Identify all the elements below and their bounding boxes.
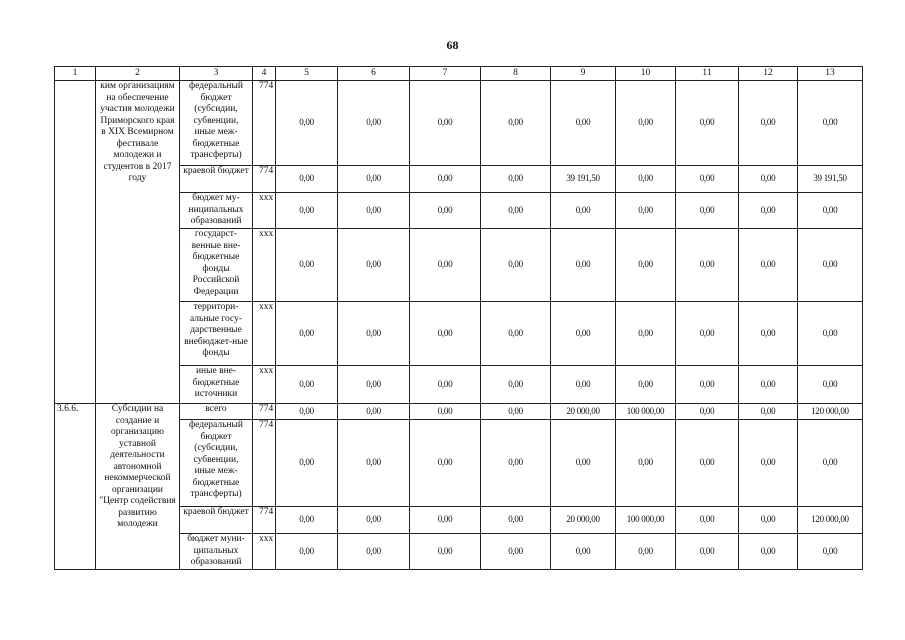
amount-cell: 0,00	[276, 81, 338, 166]
amount-cell: 0,00	[739, 366, 798, 404]
amount-cell: 0,00	[410, 81, 481, 166]
amount-cell: 0,00	[676, 229, 739, 302]
amount-cell: 0,00	[616, 229, 676, 302]
amount-cell: 0,00	[276, 404, 338, 420]
header-cell: 1	[55, 67, 96, 81]
amount-cell: 0,00	[338, 229, 410, 302]
amount-cell: 0,00	[481, 507, 551, 534]
amount-cell: 0,00	[410, 229, 481, 302]
amount-cell: 0,00	[481, 229, 551, 302]
amount-cell: 0,00	[338, 507, 410, 534]
amount-cell: 39 191,50	[798, 166, 863, 193]
amount-cell: 0,00	[676, 507, 739, 534]
budget-code-cell: ххх	[253, 229, 276, 302]
amount-cell: 39 191,50	[551, 166, 616, 193]
header-cell: 4	[253, 67, 276, 81]
amount-cell: 0,00	[276, 229, 338, 302]
amount-cell: 0,00	[410, 404, 481, 420]
amount-cell: 0,00	[676, 366, 739, 404]
funding-source-cell: бюджет му-ниципальных образований	[180, 193, 253, 229]
amount-cell: 0,00	[481, 193, 551, 229]
amount-cell: 120 000,00	[798, 404, 863, 420]
amount-cell: 0,00	[481, 166, 551, 193]
amount-cell: 0,00	[676, 81, 739, 166]
budget-code-cell: ххх	[253, 193, 276, 229]
amount-cell: 0,00	[481, 404, 551, 420]
amount-cell: 0,00	[798, 534, 863, 570]
amount-cell: 0,00	[338, 420, 410, 507]
amount-cell: 0,00	[616, 366, 676, 404]
amount-cell: 20 000,00	[551, 507, 616, 534]
amount-cell: 0,00	[739, 302, 798, 366]
amount-cell: 0,00	[338, 302, 410, 366]
funding-source-cell: иные вне-бюджетные источники	[180, 366, 253, 404]
amount-cell: 0,00	[410, 193, 481, 229]
amount-cell: 0,00	[676, 302, 739, 366]
funding-source-cell: всего	[180, 404, 253, 420]
amount-cell: 0,00	[276, 166, 338, 193]
budget-code-cell: 774	[253, 404, 276, 420]
funding-source-cell: бюджет муни-ципальных образований	[180, 534, 253, 570]
table-row	[55, 81, 863, 166]
amount-cell: 0,00	[616, 81, 676, 166]
header-cell: 5	[276, 67, 338, 81]
amount-cell: 0,00	[551, 302, 616, 366]
amount-cell: 0,00	[481, 81, 551, 166]
amount-cell: 0,00	[616, 166, 676, 193]
amount-cell: 0,00	[338, 81, 410, 166]
amount-cell: 0,00	[410, 507, 481, 534]
funding-source-cell: федеральный бюджет (субсидии, субвенции, иные меж-бюджетные трансферты)	[180, 420, 253, 507]
funding-source-cell: территори-альные госу-дарственные внебюджет-ные фонды	[180, 302, 253, 366]
amount-cell: 0,00	[338, 404, 410, 420]
amount-cell: 0,00	[739, 404, 798, 420]
amount-cell: 120 000,00	[798, 507, 863, 534]
item-description-cell: Субсидии на создание и организацию уставной деятельности автономной некоммерческой организации "Центр содействия развитию молодежи	[96, 404, 180, 570]
amount-cell: 0,00	[798, 229, 863, 302]
amount-cell: 0,00	[739, 229, 798, 302]
page-number: 68	[446, 38, 459, 52]
amount-cell: 0,00	[338, 534, 410, 570]
table-row	[55, 404, 863, 420]
amount-cell: 0,00	[410, 534, 481, 570]
amount-cell: 0,00	[739, 420, 798, 507]
amount-cell: 0,00	[481, 302, 551, 366]
budget-code-cell: 774	[253, 166, 276, 193]
funding-source-cell: краевой бюджет	[180, 166, 253, 193]
amount-cell: 0,00	[616, 193, 676, 229]
amount-cell: 0,00	[798, 366, 863, 404]
amount-cell: 0,00	[798, 420, 863, 507]
amount-cell: 0,00	[410, 166, 481, 193]
amount-cell: 0,00	[481, 420, 551, 507]
header-cell: 10	[616, 67, 676, 81]
amount-cell: 0,00	[551, 366, 616, 404]
budget-code-cell: ххх	[253, 302, 276, 366]
budget-code-cell: 774	[253, 81, 276, 166]
amount-cell: 0,00	[616, 534, 676, 570]
amount-cell: 0,00	[276, 420, 338, 507]
budget-code-cell: 774	[253, 507, 276, 534]
amount-cell: 0,00	[481, 366, 551, 404]
amount-cell: 0,00	[410, 366, 481, 404]
amount-cell: 0,00	[798, 81, 863, 166]
amount-cell: 0,00	[481, 534, 551, 570]
amount-cell: 0,00	[798, 302, 863, 366]
header-cell: 9	[551, 67, 616, 81]
amount-cell: 0,00	[798, 193, 863, 229]
header-cell: 11	[676, 67, 739, 81]
amount-cell: 0,00	[551, 420, 616, 507]
amount-cell: 0,00	[338, 366, 410, 404]
amount-cell: 0,00	[676, 404, 739, 420]
amount-cell: 0,00	[551, 81, 616, 166]
amount-cell: 0,00	[739, 81, 798, 166]
amount-cell: 0,00	[676, 420, 739, 507]
header-cell: 8	[481, 67, 551, 81]
amount-cell: 0,00	[551, 229, 616, 302]
budget-code-cell: ххх	[253, 366, 276, 404]
amount-cell: 0,00	[616, 302, 676, 366]
header-cell: 13	[798, 67, 863, 81]
funding-source-cell: краевой бюджет	[180, 507, 253, 534]
header-cell: 12	[739, 67, 798, 81]
amount-cell: 0,00	[739, 193, 798, 229]
header-cell: 2	[96, 67, 180, 81]
amount-cell: 0,00	[551, 193, 616, 229]
budget-code-cell: ххх	[253, 534, 276, 570]
amount-cell: 0,00	[616, 420, 676, 507]
budget-table	[54, 66, 863, 570]
amount-cell: 20 000,00	[551, 404, 616, 420]
amount-cell: 100 000,00	[616, 507, 676, 534]
amount-cell: 0,00	[338, 166, 410, 193]
amount-cell: 0,00	[410, 302, 481, 366]
amount-cell: 0,00	[551, 534, 616, 570]
funding-source-cell: государст-венные вне-бюджетные фонды Российской Федерации	[180, 229, 253, 302]
amount-cell: 0,00	[276, 193, 338, 229]
amount-cell: 0,00	[276, 302, 338, 366]
amount-cell: 0,00	[676, 193, 739, 229]
amount-cell: 100 000,00	[616, 404, 676, 420]
amount-cell: 0,00	[276, 366, 338, 404]
amount-cell: 0,00	[410, 420, 481, 507]
amount-cell: 0,00	[739, 166, 798, 193]
amount-cell: 0,00	[676, 166, 739, 193]
amount-cell: 0,00	[739, 534, 798, 570]
budget-code-cell: 774	[253, 420, 276, 507]
item-description-cell: ким организациям на обеспечение участия молодежи Приморского края в XIX Всемирном фестивале молодежи и студентов в 2017 году	[96, 81, 180, 404]
header-cell: 3	[180, 67, 253, 81]
item-number-cell	[55, 81, 96, 404]
header-row	[55, 67, 863, 81]
amount-cell: 0,00	[676, 534, 739, 570]
amount-cell: 0,00	[338, 193, 410, 229]
amount-cell: 0,00	[276, 534, 338, 570]
funding-source-cell: федеральный бюджет (субсидии, субвенции, иные меж-бюджетные трансферты)	[180, 81, 253, 166]
item-number-cell: 3.6.6.	[55, 404, 96, 570]
amount-cell: 0,00	[739, 507, 798, 534]
header-cell: 6	[338, 67, 410, 81]
header-cell: 7	[410, 67, 481, 81]
amount-cell: 0,00	[276, 507, 338, 534]
